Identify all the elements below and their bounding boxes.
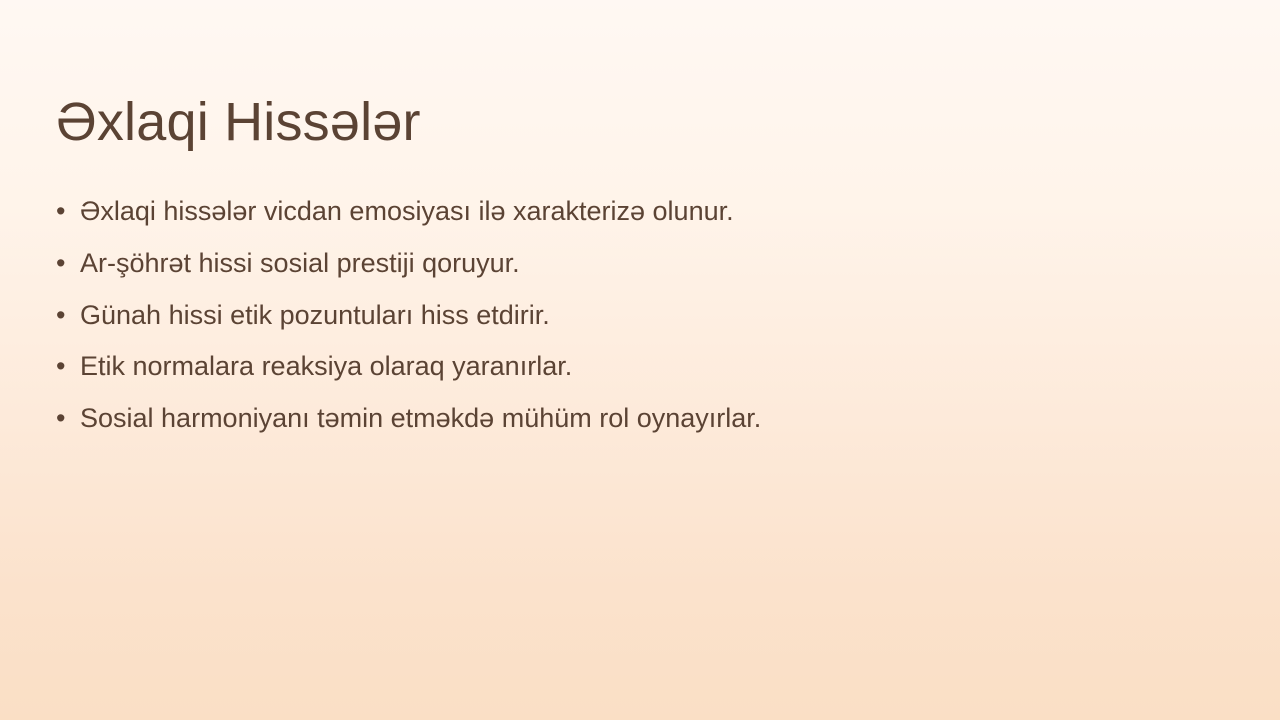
list-item bbox=[56, 186, 1224, 238]
list-item-text: Etik normalara reaksiya olaraq yaranırlar. bbox=[80, 351, 573, 382]
page-title: Əxlaqi Hissələr bbox=[56, 92, 421, 153]
list-item-text: Əxlaqi hissələr vicdan emosiyası ilə xarakterizə olunur. bbox=[80, 196, 734, 226]
bullet-point-icon: • bbox=[56, 299, 66, 330]
list-item-text: Ar-şöhrət hissi sosial prestiji qoruyur. bbox=[80, 247, 520, 278]
list-item-text: Sosial harmoniyanı təmin etməkdə mühüm rol oynayırlar. bbox=[80, 403, 762, 434]
bullet-list bbox=[56, 186, 1224, 445]
list-item-text: Günah hissi etik pozuntuları hiss etdirir. bbox=[80, 299, 550, 330]
bullet-point-icon: • bbox=[56, 247, 66, 278]
bullet-point-icon: • bbox=[56, 403, 66, 434]
list-item bbox=[56, 290, 1224, 342]
list-item bbox=[56, 238, 1224, 290]
bullet-point-icon: • bbox=[56, 351, 66, 382]
list-item bbox=[56, 393, 1224, 445]
bullet-point-icon: • bbox=[56, 196, 66, 226]
list-item bbox=[56, 341, 1224, 393]
